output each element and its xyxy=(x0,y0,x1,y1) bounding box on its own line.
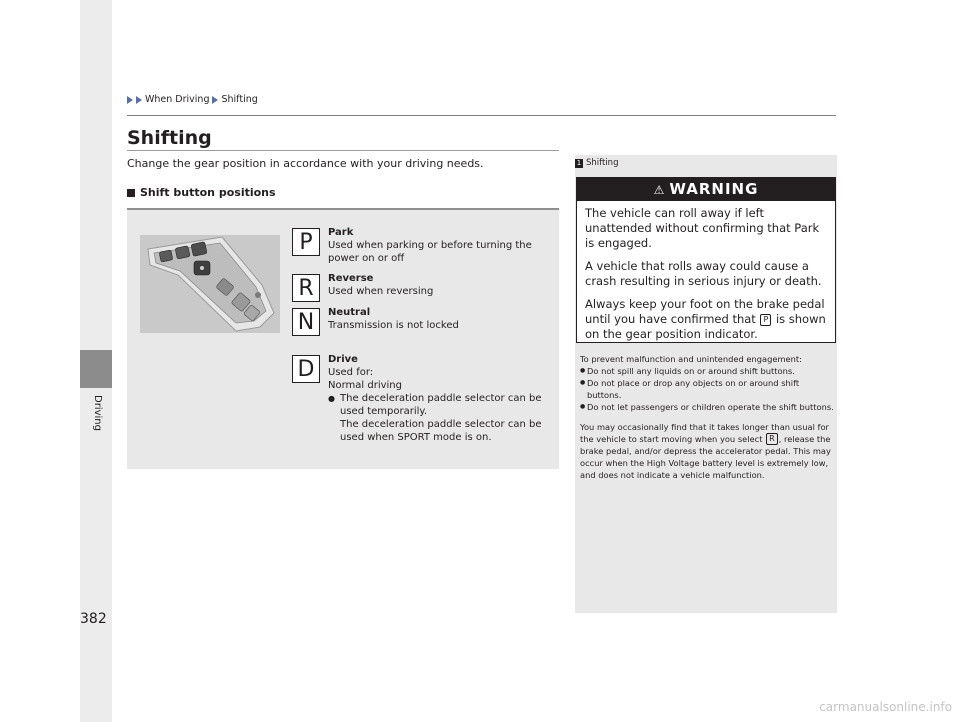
warning-box xyxy=(576,177,836,343)
sidebar-notes xyxy=(580,353,834,481)
warning-paragraph-1: The vehicle can roll away if left unattended without confirming that Park is engaged. xyxy=(585,206,820,250)
gear-d-icon: D xyxy=(292,355,320,383)
warning-title: WARNING xyxy=(669,180,759,198)
gear-drive-name: Drive xyxy=(328,354,358,365)
warning-body xyxy=(577,201,835,342)
prevent-intro: To prevent malfunction and unintended engagement: xyxy=(580,354,802,364)
sidebar-note-panel xyxy=(575,155,837,613)
gear-neutral-desc: Transmission is not locked xyxy=(328,320,459,331)
gear-n-icon: N xyxy=(292,308,320,336)
prevent-bullet-1: ● Do not spill any liquids on or around shift buttons. xyxy=(580,365,834,377)
gear-reverse-name: Reverse xyxy=(328,273,374,284)
shift-console-illustration xyxy=(140,235,280,333)
gear-reverse-text xyxy=(328,272,563,298)
header-divider xyxy=(127,115,836,116)
park-indicator-icon: P xyxy=(760,314,771,326)
gear-park-desc: Used when parking or before turning the power on or off xyxy=(328,240,532,264)
intro-text: Change the gear position in accordance with your driving needs. xyxy=(127,157,484,170)
subheading-square-icon xyxy=(127,189,135,197)
sidebar-heading xyxy=(575,158,618,168)
reverse-note xyxy=(580,421,834,481)
page-title: Shifting xyxy=(127,127,212,149)
warning-p3-a: Always keep your foot on the brake pedal until you have confirmed that xyxy=(585,297,825,326)
reverse-indicator-icon: R xyxy=(766,433,778,445)
gear-neutral-name: Neutral xyxy=(328,307,371,318)
gear-drive-bullet-cont: The deceleration paddle selector can be used when SPORT mode is on. xyxy=(340,419,542,443)
reverse-note-b: , release the brake pedal, and/or depress the accelerator pedal. This may occur when the High Voltage battery level is extremely low, and does not indicate a vehicle malfunction. xyxy=(580,434,831,480)
watermark: carmanualsonline.info xyxy=(819,700,952,714)
warning-paragraph-3 xyxy=(585,297,827,342)
sidebar-ref-number: 1 xyxy=(576,158,582,167)
gear-drive-bullet: ● The deceleration paddle selector can be used temporarily. xyxy=(328,392,563,418)
breadcrumb-arrow-icon xyxy=(212,96,218,104)
breadcrumb-arrow-icon xyxy=(136,96,142,104)
breadcrumb-arrow-icon xyxy=(127,96,133,104)
warning-header xyxy=(577,178,835,201)
sidebar-heading-text: Shifting xyxy=(586,158,619,168)
warning-paragraph-2: A vehicle that rolls away could cause a crash resulting in serious injury or death. xyxy=(585,259,822,288)
gear-neutral-text xyxy=(328,306,563,332)
gear-drive-line1: Used for: xyxy=(328,367,374,378)
chapter-tab-marker xyxy=(80,350,112,388)
gear-p-icon: P xyxy=(292,228,320,256)
gear-r-icon: R xyxy=(292,274,320,302)
shift-panel xyxy=(127,208,559,469)
breadcrumb-section[interactable]: When Driving xyxy=(145,94,210,105)
title-divider xyxy=(127,150,559,151)
gear-reverse-desc: Used when reversing xyxy=(328,286,434,297)
subheading-text: Shift button positions xyxy=(140,186,276,199)
warning-triangle-icon: ⚠ xyxy=(653,183,666,197)
breadcrumb xyxy=(127,94,258,105)
gear-drive-line2: Normal driving xyxy=(328,380,402,391)
chapter-tab-label: Driving xyxy=(92,395,103,431)
gear-park-text xyxy=(328,226,563,265)
prevent-bullet-2: ● Do not place or drop any objects on or around shift buttons. xyxy=(580,377,834,401)
subheading xyxy=(127,186,276,199)
warning-p3-b: is shown on the gear position indicator. xyxy=(585,312,826,341)
breadcrumb-page[interactable]: Shifting xyxy=(221,94,258,105)
page-number: 382 xyxy=(80,611,107,627)
reverse-note-a: You may occasionally find that it takes longer than usual for the vehicle to start moving when you select xyxy=(580,422,829,444)
prevent-bullet-3: ● Do not let passengers or children operate the shift buttons. xyxy=(580,401,834,413)
gear-drive-text xyxy=(328,353,563,444)
gear-park-name: Park xyxy=(328,227,354,238)
